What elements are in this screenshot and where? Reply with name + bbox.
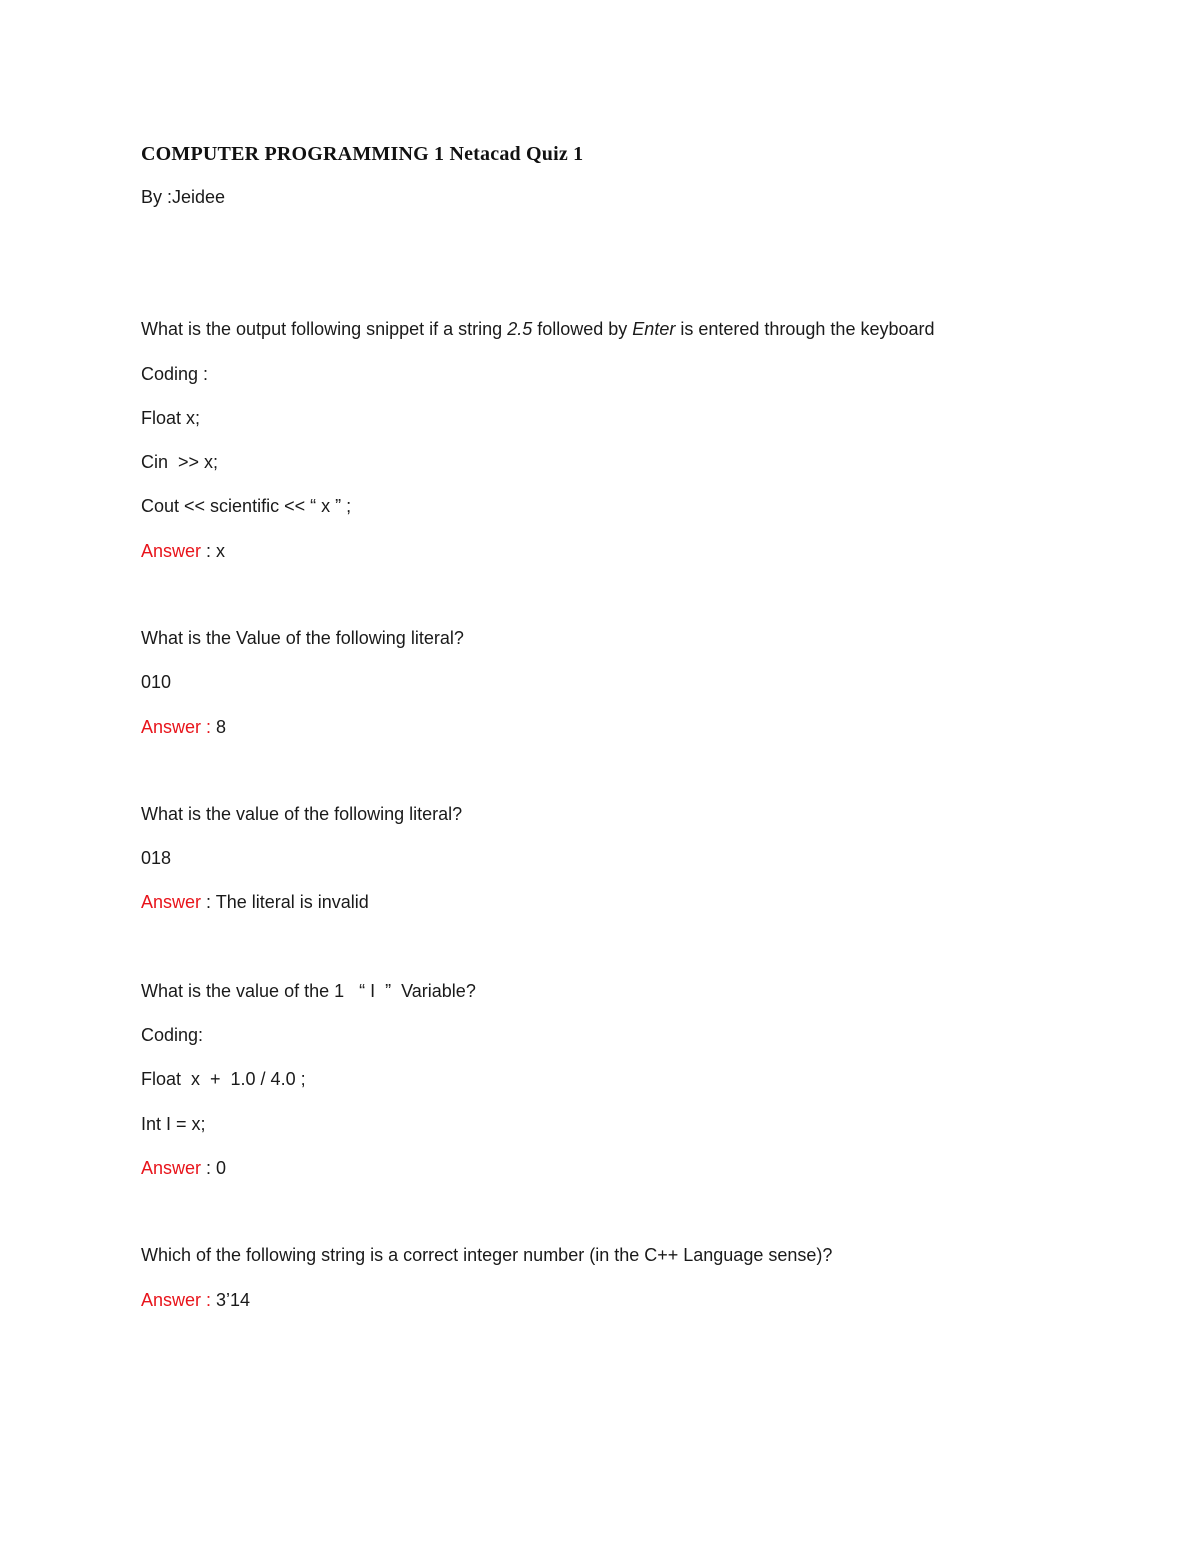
- answer-label: Answer: [141, 541, 202, 561]
- question-4-coding-label: Coding:: [141, 1025, 204, 1045]
- question-1-text-post: is entered through the keyboard: [675, 319, 935, 339]
- question-4-text: What is the value of the 1 “ I ” Variable?: [141, 981, 476, 1001]
- question-1-input-value: 2.5: [507, 319, 533, 339]
- answer-label: Answer :: [141, 717, 212, 737]
- answer-value: 8: [211, 717, 227, 737]
- question-1-code-line-2: Cin >> x;: [141, 452, 219, 472]
- question-1-code-line-1: Float x;: [141, 408, 201, 428]
- answer-value: : The literal is invalid: [201, 892, 369, 912]
- question-1-answer: [141, 540, 225, 562]
- question-1-code-line-3: Cout << scientific << “ x ” ;: [141, 496, 352, 516]
- document-title: COMPUTER PROGRAMMING 1 Netacad Quiz 1: [141, 143, 584, 165]
- question-4-answer: [141, 1157, 226, 1179]
- document-author: By :Jeidee: [141, 187, 226, 207]
- question-3-answer: [141, 891, 369, 913]
- answer-value: : 0: [201, 1158, 227, 1178]
- question-2-code-line-1: 010: [141, 672, 172, 692]
- question-4-code-line-2: Int I = x;: [141, 1114, 206, 1134]
- question-1-text: [141, 318, 935, 340]
- question-1-coding-label: Coding :: [141, 364, 209, 384]
- answer-label: Answer :: [141, 1290, 212, 1310]
- question-4-code-line-1: Float x + 1.0 / 4.0 ;: [141, 1069, 306, 1089]
- question-5-text: Which of the following string is a correct integer number (in the C++ Language sense)?: [141, 1245, 833, 1265]
- question-2-text: What is the Value of the following literal?: [141, 628, 464, 648]
- question-1-enter-key: Enter: [632, 319, 676, 339]
- question-5-answer: [141, 1289, 250, 1311]
- question-1-text-mid: followed by: [532, 319, 633, 339]
- question-1-text-pre: What is the output following snippet if a string: [141, 319, 508, 339]
- answer-value: 3’14: [211, 1290, 251, 1310]
- answer-value: : x: [201, 541, 226, 561]
- question-2-answer: [141, 716, 226, 738]
- question-3-text: What is the value of the following literal?: [141, 804, 463, 824]
- answer-label: Answer: [141, 1158, 202, 1178]
- question-3-code-line-1: 018: [141, 848, 172, 868]
- answer-label: Answer: [141, 892, 202, 912]
